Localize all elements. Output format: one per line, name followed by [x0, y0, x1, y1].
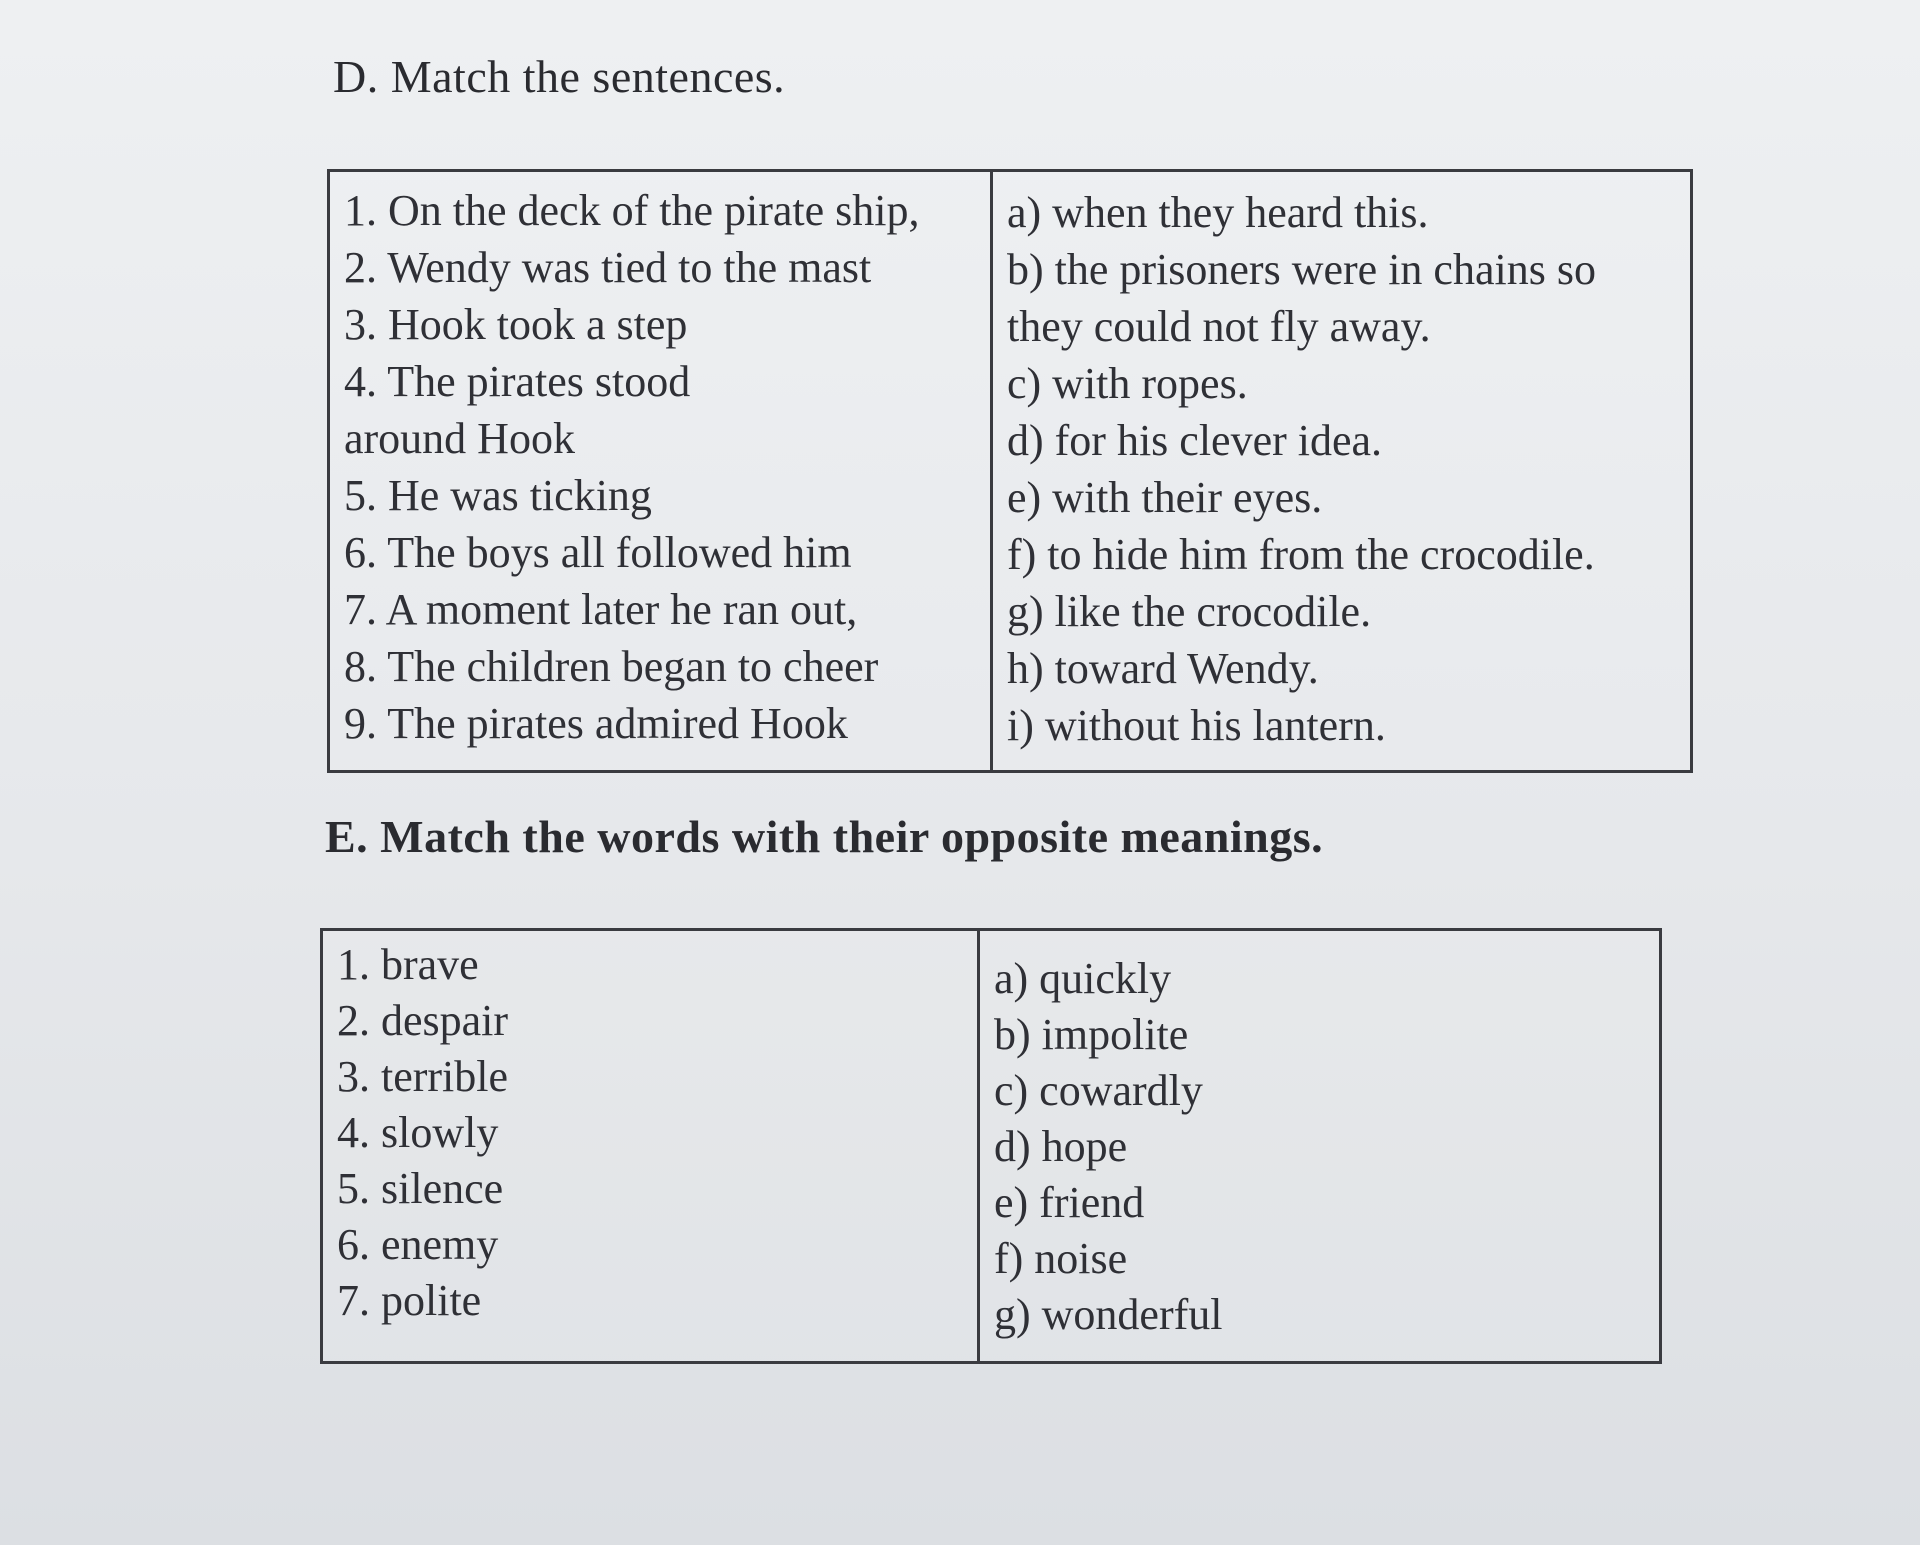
sentence-ending-h: h) toward Wendy.: [1007, 644, 1319, 693]
sentence-beginning-1: 1. On the deck of the pirate ship,: [344, 186, 920, 235]
section-d-title: D. Match the sentences.: [333, 51, 786, 102]
sentence-beginning-6: 6. The boys all followed him: [344, 528, 852, 577]
sentence-beginning-3: 3. Hook took a step: [344, 300, 688, 349]
word-5: 5. silence: [337, 1164, 504, 1213]
opposite-g: g) wonderful: [994, 1290, 1223, 1339]
sentence-ending-g: g) like the crocodile.: [1007, 587, 1372, 636]
sentence-beginning-5: 5. He was ticking: [344, 471, 652, 520]
sentence-beginning-8: 8. The children began to cheer: [344, 642, 879, 691]
sentence-beginnings-column: [330, 172, 990, 770]
opposite-d: d) hope: [994, 1122, 1128, 1171]
sentence-match-table: [327, 169, 1693, 773]
sentence-ending-c: c) with ropes.: [1007, 359, 1248, 408]
opposite-c: c) cowardly: [994, 1066, 1203, 1115]
sentence-ending-e: e) with their eyes.: [1007, 473, 1323, 522]
word-1: 1. brave: [337, 940, 479, 989]
opposite-e: e) friend: [994, 1178, 1145, 1227]
sentence-beginning-2: 2. Wendy was tied to the mast: [344, 243, 872, 292]
sentence-ending-d: d) for his clever idea.: [1007, 416, 1383, 465]
opposite-a: a) quickly: [994, 954, 1172, 1003]
sentence-ending-b: b) the prisoners were in chains so they could not fly away.: [1007, 245, 1596, 351]
word-3: 3. terrible: [337, 1052, 509, 1101]
words-column: [323, 931, 977, 1361]
sentence-beginning-4: 4. The pirates stood around Hook: [344, 357, 691, 463]
opposite-f: f) noise: [994, 1234, 1128, 1283]
sentence-endings-column: [990, 172, 1690, 770]
word-2: 2. despair: [337, 996, 509, 1045]
word-6: 6. enemy: [337, 1220, 499, 1269]
sentence-ending-a: a) when they heard this.: [1007, 188, 1429, 237]
word-4: 4. slowly: [337, 1108, 499, 1157]
opposites-column: [977, 931, 1659, 1361]
opposites-match-table: [320, 928, 1662, 1364]
sentence-beginning-9: 9. The pirates admired Hook: [344, 699, 848, 748]
section-e-title: E. Match the words with their opposite meanings.: [325, 811, 1324, 862]
opposite-b: b) impolite: [994, 1010, 1189, 1059]
word-7: 7. polite: [337, 1276, 482, 1325]
sentence-ending-i: i) without his lantern.: [1007, 701, 1386, 750]
sentence-beginning-7: 7. A moment later he ran out,: [344, 585, 858, 634]
sentence-ending-f: f) to hide him from the crocodile.: [1007, 530, 1595, 579]
